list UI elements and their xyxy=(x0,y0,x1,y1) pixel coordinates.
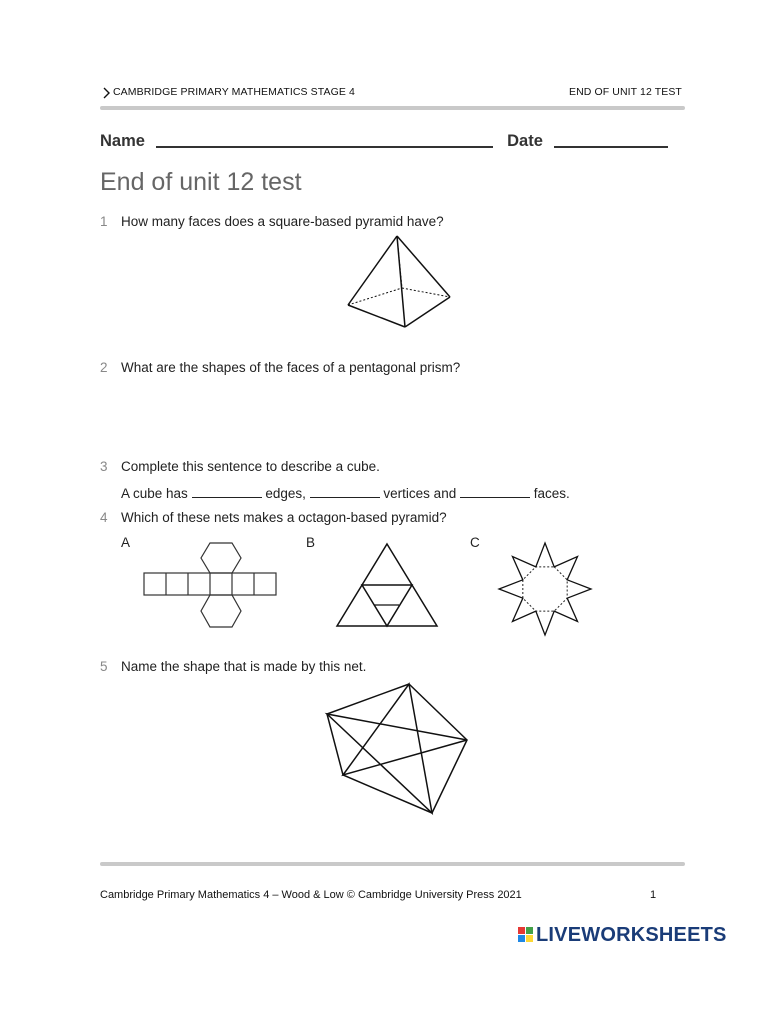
cube-sentence xyxy=(121,485,570,501)
question-number: 1 xyxy=(100,214,108,229)
net-b-figure[interactable] xyxy=(335,542,440,628)
date-field[interactable] xyxy=(554,131,668,148)
sentence-part: A cube has xyxy=(121,486,188,501)
square-pyramid-figure xyxy=(340,230,455,330)
page-number: 1 xyxy=(650,889,657,901)
date-label: Date xyxy=(507,132,543,150)
blank-vertices[interactable] xyxy=(310,485,380,498)
pentagram-net-figure xyxy=(325,682,470,817)
chevron-right-icon xyxy=(103,87,111,99)
option-b-label: B xyxy=(306,535,316,550)
blank-edges[interactable] xyxy=(192,485,262,498)
liveworksheets-text: LIVEWORKSHEETS xyxy=(536,924,727,946)
name-date-row xyxy=(100,131,670,151)
question-text: What are the shapes of the faces of a pentagonal prism? xyxy=(121,360,461,375)
sentence-part: vertices and xyxy=(383,486,457,501)
footer-divider xyxy=(100,862,685,866)
option-c-label: C xyxy=(470,535,480,550)
octagon-base xyxy=(523,567,567,611)
header-left: CAMBRIDGE PRIMARY MATHEMATICS STAGE 4 xyxy=(113,86,355,98)
net-a-figure[interactable] xyxy=(142,540,282,632)
question-number: 3 xyxy=(100,459,108,474)
header-right: END OF UNIT 12 TEST xyxy=(569,86,682,98)
footer-credit: Cambridge Primary Mathematics 4 – Wood & Low © Cambridge University Press 2021 xyxy=(100,889,522,901)
blank-faces[interactable] xyxy=(460,485,530,498)
question-text: Complete this sentence to describe a cube. xyxy=(121,459,380,474)
liveworksheets-icon xyxy=(518,927,533,942)
star-outline xyxy=(499,543,591,635)
question-number: 2 xyxy=(100,360,108,375)
name-field[interactable] xyxy=(156,131,493,148)
sentence-part: edges, xyxy=(265,486,306,501)
page-title: End of unit 12 test xyxy=(100,168,302,196)
header-divider xyxy=(100,106,685,110)
liveworksheets-logo xyxy=(518,924,727,947)
sentence-part: faces. xyxy=(533,486,570,501)
question-text: Which of these nets makes a octagon-based pyramid? xyxy=(121,510,447,525)
name-label: Name xyxy=(100,132,145,150)
question-text: How many faces does a square-based pyramid have? xyxy=(121,214,444,229)
net-c-figure[interactable] xyxy=(493,543,597,635)
question-text: Name the shape that is made by this net. xyxy=(121,659,367,674)
question-number: 5 xyxy=(100,659,108,674)
question-number: 4 xyxy=(100,510,108,525)
option-a-label: A xyxy=(121,535,131,550)
